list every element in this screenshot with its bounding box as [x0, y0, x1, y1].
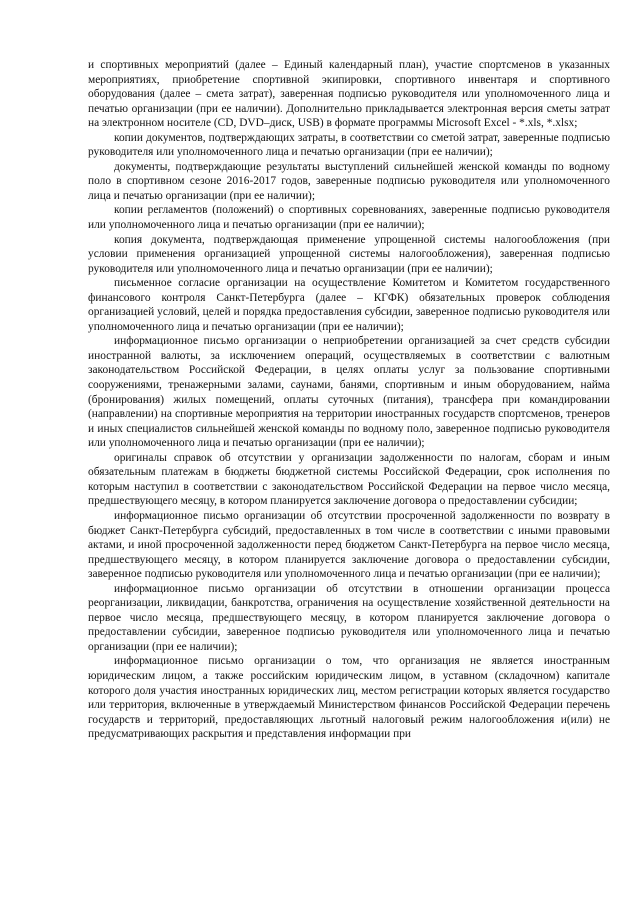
paragraph-inspection-consent: письменное согласие организации на осуществление Комитетом и Комитетом государственного финансового контроля Санкт-Петербурга (далее – КГФК) обязательных проверок соблюдения организацией условий, целей и порядка предоставления субсидии, заверенное подписью руководителя или уполномоченного лица и печатью организации (при ее наличии); [88, 277, 610, 333]
paragraph-tax-certificates: оригиналы справок об отсутствии у организации задолженности по налогам, сборам и иным обязательным платежам в бюджеты бюджетной системы Российской Федерации, срок исполнения по которым наступил в соответствии с законодательством Российской Федерации на первое число месяца, предшествующего месяцу, в котором планируется заключение договора о предоставлении субсидии; [88, 451, 610, 508]
paragraph-no-overdue-debt-letter: информационное письмо организации об отсутствии просроченной задолженности по возврату в бюджет Санкт-Петербурга субсидий, предоставленных в том числе в соответствии с иными правовыми актами, и иной просроченной задолженности перед бюджетом Санкт-Петербурга на первое число месяца, предшествующего месяцу, в котором планируется заключение договора о предоставлении субсидии, заверенное подписью руководителя или уполномоченного лица и печатью организации (при ее наличии); [88, 509, 610, 581]
paragraph-team-results: документы, подтверждающие результаты выступлений сильнейшей женской команды по водному поло в спортивном сезоне 2016-2017 годов, заверенные подписью руководителя или уполномоченного лица и печатью организации (при ее наличии); [88, 160, 610, 202]
paragraph-simplified-tax: копия документа, подтверждающая применение упрощенной системы налогообложения (при условии применения организацией упрощенной системы налогообложения), заверенная подписью руководителя или уполномоченного лица и печатью организации (при ее наличии); [88, 233, 610, 275]
paragraph-foreign-currency-letter: информационное письмо организации о неприобретении организацией за счет средств субсидии иностранной валюты, за исключением операций, осуществляемых в соответствии с валютным законодательством Российской Федерации, в целях оплаты услуг за пользование спортивными сооружениями, тренажерными залами, саунами, банями, спортивным и иным оборудованием, найма (бронирования) жилых помещений, оплаты суточных (питания), трансфера при командировании (направлении) на спортивные мероприятия на территории иностранных государств спортсменов, тренеров и иных специалистов сильнейшей женской команды по водному поло, заверенное подписью руководителя или уполномоченного лица и печатью организации (при ее наличии); [88, 335, 610, 450]
document-page [88, 58, 610, 742]
paragraph-cost-documents: копии документов, подтверждающих затраты, в соответствии со сметой затрат, заверенные подписью руководителя или уполномоченного лица и печатью организации (при ее наличии); [88, 131, 610, 159]
paragraph-competition-regulations: копии регламентов (положений) о спортивных соревнованиях, заверенные подписью руководителя или уполномоченного лица и печатью организации (при ее наличии); [88, 204, 610, 232]
paragraph-no-reorganization-letter: информационное письмо организации об отсутствии в отношении организации процесса реорганизации, ликвидации, банкротства, ограничения на осуществление хозяйственной деятельности на первое число месяца, предшествующего месяцу, в котором планируется заключение договора о предоставлении субсидии, заверенное подписью руководителя или уполномоченного лица и печатью организации (при ее наличии); [88, 582, 610, 653]
paragraph-not-foreign-entity-letter: информационное письмо организации о том, что организация не является иностранным юридическим лицом, а также российским юридическим лицом, в уставном (складочном) капитале которого доля участия иностранных юридических лиц, местом регистрации которых является государство или территория, включенные в утверждаемый Министерством финансов Российской Федерации перечень государств и территорий, предоставляющих льготный налоговый режим налогообложения и(или) не предусматривающих раскрытия и представления информации при [88, 655, 610, 741]
paragraph-budget-estimate: и спортивных мероприятий (далее – Единый календарный план), участие спортсменов в указанных мероприятиях, приобретение спортивной экипировки, спортивного инвентаря и спортивного оборудования (далее – смета затрат), заверенная подписью руководителя или уполномоченного лица и печатью организации (при ее наличии). Дополнительно прикладывается электронная версия сметы затрат на электронном носителе (CD, DVD–диск, USB) в формате программы Microsoft Excel - *.xls, *.xlsx; [88, 59, 610, 130]
